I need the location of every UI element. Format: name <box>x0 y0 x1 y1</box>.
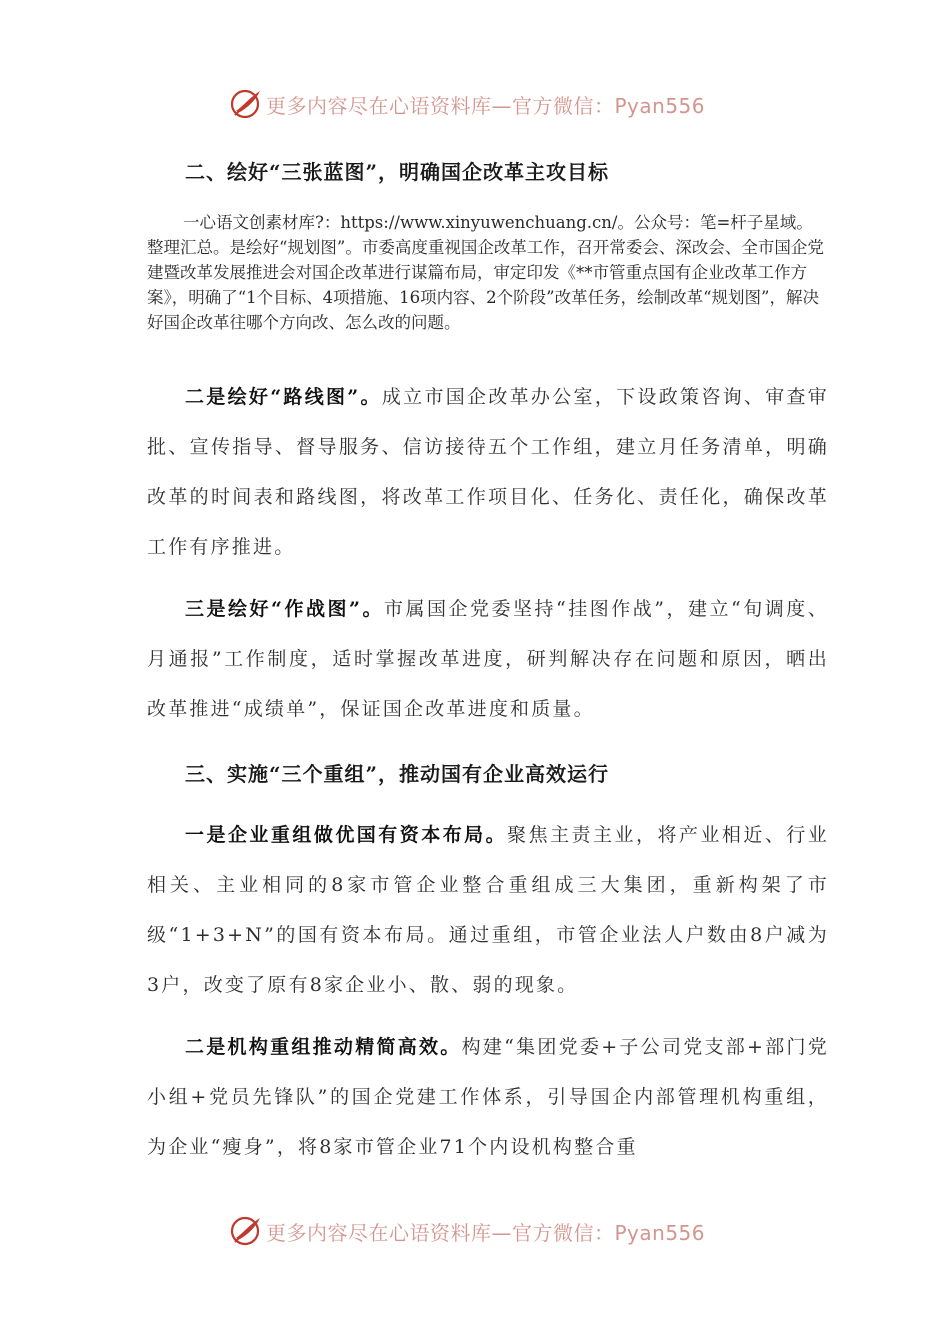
paragraph-text: 构建“集团党委+子公司党支部+部门党小组+党员先锋队”的国企党建工作体系，引导国企内部管理机构重组，为企业“瘦身”，将8家市管企业71个内设机构整合重 <box>147 1036 829 1158</box>
paragraph-route-map <box>147 372 829 572</box>
paragraph-lead: 二是绘好“路线图”。 <box>185 386 382 408</box>
paragraph-text: 聚焦主责主业，将产业相近、行业相关、主业相同的8家市管企业整合重组成三大集团，重新构架了市级“1+3+N”的国有资本布局。通过重组，市管企业法人户数由8户减为3户，改变了原有8家企业小、散、弱的现象。 <box>147 824 829 996</box>
paragraph-enterprise-restructure <box>147 810 829 1010</box>
paragraph-lead: 三是绘好“作战图”。 <box>185 598 384 620</box>
section-heading-3: 三、实施“三个重组”，推动国有企业高效运行 <box>185 762 610 786</box>
paragraph-institution-restructure <box>147 1022 829 1172</box>
banner-text: 更多内容尽在心语资料库—官方微信：Pyan556 <box>266 1220 706 1245</box>
quill-pen-logo-icon <box>230 1214 264 1248</box>
header-banner <box>230 86 705 122</box>
paragraph-planning-map: 一心语文创素材库?：https://www.xinyuwenchuang.cn/。公众号：笔=杆子星域。整理汇总。是绘好“规划图”。市委高度重视国企改革工作，召开常委会、深改会、全市国企党建暨改革发展推进会对国企改革进行谋篇布局，审定印发《**市管重点国有企业改革工作方案》，明确了“1个目标、4项措施、16项内容、2个阶段”改革任务，绘制改革“规划图”，解决好国企改革往哪个方向改、怎么改的问题。 <box>147 213 824 332</box>
paragraph-lead: 一是企业重组做优国有资本布局。 <box>185 824 508 846</box>
footer-banner <box>230 1213 705 1249</box>
section-heading-2: 二、绘好“三张蓝图”，明确国企改革主攻目标 <box>185 160 610 184</box>
banner-text: 更多内容尽在心语资料库—官方微信：Pyan556 <box>266 93 706 118</box>
paragraph-text: 成立市国企改革办公室，下设政策咨询、审查审批、宣传指导、督导服务、信访接待五个工作组，建立月任务清单，明确改革的时间表和路线图，将改革工作项目化、任务化、责任化，确保改革工作有序推进。 <box>147 386 830 558</box>
paragraph-lead: 二是机构重组推动精简高效。 <box>185 1036 462 1058</box>
quill-pen-logo-icon <box>230 87 264 121</box>
paragraph-battle-map <box>147 584 829 734</box>
paragraph-text: 市属国企党委坚持“挂图作战”，建立“旬调度、月通报”工作制度，适时掌握改革进度，研判解决存在问题和原因，晒出改革推进“成绩单”，保证国企改革进度和质量。 <box>147 598 829 720</box>
